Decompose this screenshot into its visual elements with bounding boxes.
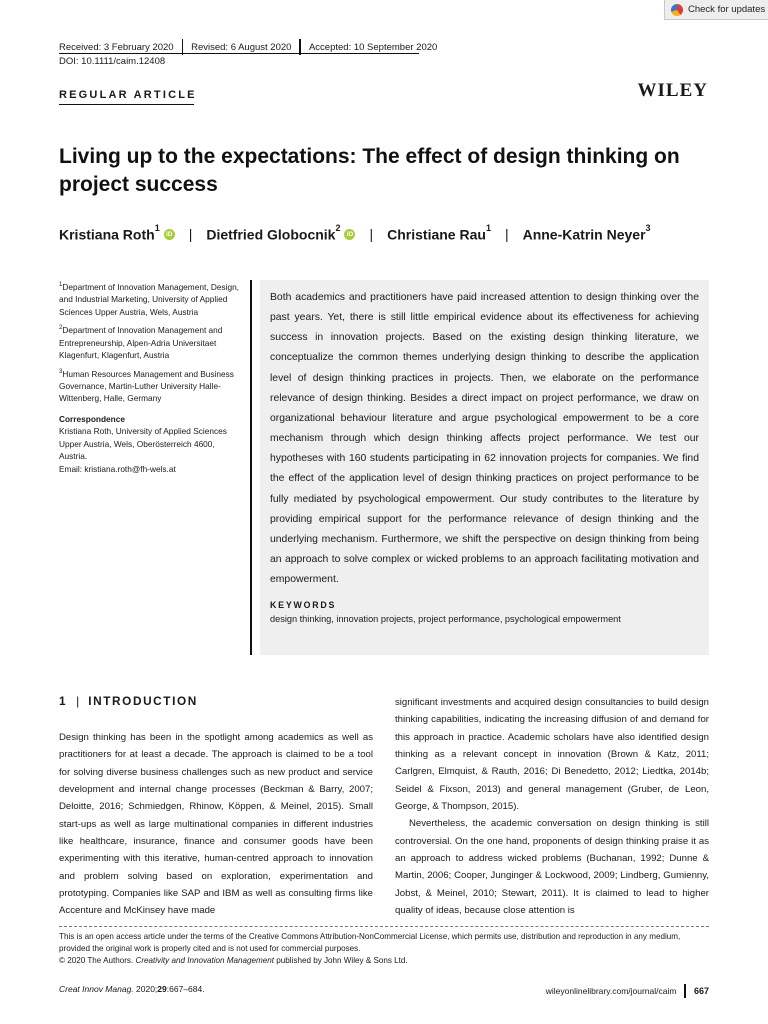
doi[interactable]: DOI: 10.1111/caim.12408 [59,56,166,67]
abstract-text: Both academics and practitioners have paid increased attention to design thinking over the past years. Yet, there is still little empirical evidence about its effectiveness for achieving success in innovation projects. Based on the existing design thinking literature, we conceptualize the common themes underlying design thinking to describe the application level of design thinking practices in projects. Then, we elaborate on the performance relevance of design thinking. Besides a direct impact on project performance, we draw on organizational behaviour literature and argue psychological empowerment to be a core mechanism through which design thinking affects project performance. We test our hypotheses with 160 students participating in 62 innovation projects for companies. We find the effect of the application level of design thinking practices on project performance to be fully mediated by psychological empowerment. Our study contributes to the literature by providing empirical support for the performance relevance of design thinking and the underlying mechanism. Furthermore, we shift the perspective on design thinking from being an approach to solve complex or wicked problems to an approach facilitating motivation and empowerment. [270,292,699,586]
footnote-divider [59,926,709,927]
body-paragraph: Design thinking has been in the spotlight among academics as well as practitioners for at least a decade. The approach is claimed to be a tool for solving diverse business challenges such as new product and service development and internal change processes (Beckman & Barry, 2007; Deloitte, 2016; Schmiedgen, Rhinow, Köppen, & Meinel, 2015). Small start-ups as well as large multinational companies in different industries like healthcare, insurance, finance and consumer goods have been experimenting with this iterative, human-centred approach to innovation and problem solving based on exploration, experimentation and prototyping. Companies like SAP and IBM as well as consulting firms like Accenture and McKinsey have made [59,732,373,917]
body-paragraph: Nevertheless, the academic conversation on design thinking is still controversial. On the one hand, proponents of design thinking praise it as an approach to address wicked problems (Buchanan, 1992; Dunne & Martin, 2006; Cooper, Junginger & Lockwood, 2009; Lindberg, Gumienny, Jobst, & Meinel, 2010; Stewart, 2011). It is claimed to lead to higher quality of ideas, because close attention is [395,818,709,917]
crossmark-icon [671,4,683,16]
author-list [59,223,651,243]
body-column-right [395,694,709,919]
correspondence-email[interactable]: Email: kristiana.roth@fh-wels.at [59,463,176,474]
accepted-date: Accepted: 10 September 2020 [308,41,438,53]
author-name[interactable]: Christiane Rau$^1$ [387,223,491,243]
received-date: Received: 3 February 2020 [59,41,174,53]
license-notice [59,931,709,968]
check-for-updates-label: Check for updates [688,4,766,15]
journal-footer [546,984,709,998]
author-separator: | [504,226,509,243]
citation-footer: Creat Innov Manag. 2020;29:667–684. [59,984,205,994]
license-text: This is an open access article under the terms of the Creative Commons Attribution-NonCommercial License, which permits use, distribution and reproduction in any medium, provided the original work is properly cited and is not used for commercial purposes. [59,932,681,954]
affiliation: $^1$Department of Innovation Management, Design, and Industrial Marketing, University of Applied Sciences Upper Austria, Wels, Austria [59,281,239,317]
publisher-logo: WILEY [637,80,708,101]
section-title: INTRODUCTION [88,694,198,708]
check-for-updates-button[interactable] [664,0,768,20]
correspondence-address: Kristiana Roth, University of Applied Sciences Upper Austria, Wels, Oberösterreich 4600, Austria. [59,426,227,462]
orcid-icon[interactable]: iD [344,229,355,240]
author-name[interactable]: Kristiana Roth$^1$ [59,223,160,243]
correspondence-heading: Correspondence [59,413,125,424]
body-paragraph: significant investments and acquired design consultancies to build design thinking capabilities, indicating the increasing diffusion of and demand for this approach in practice. Academic scholars have also identified design thinking as a relevant concept in innovation (Brown & Katz, 2011; Carlgren, Elmquist, & Rauth, 2016; Di Benedetto, 2012; Liedtka, 2014b; Seidel & Fixson, 2013) and general management (Gruber, de Leon, George, & Thompson, 2015). [395,697,709,813]
author-separator: | [188,226,193,243]
footer-divider [684,984,686,998]
abstract-rule [250,280,252,655]
article-title: Living up to the expectations: The effect of design thinking on project success [59,145,680,196]
article-type: REGULAR ARTICLE [59,89,197,101]
abstract-box [260,280,709,655]
author-name[interactable]: Anne-Katrin Neyer$^3$ [522,223,651,243]
page-number: 667 [693,986,709,996]
section-separator: | [76,694,80,708]
affiliation: $^2$Department of Innovation Management and Entrepreneurship, Alpen-Adria Universitaet Klagenfurt, Klagenfurt, Austria [59,325,223,361]
article-type-rule [59,104,194,105]
author-separator: | [369,226,374,243]
author-name[interactable]: Dietfried Globocnik$^2$ [206,223,341,243]
header-rule [59,53,419,54]
section-heading-introduction [59,694,198,708]
body-column-left [59,729,373,920]
keywords-list: design thinking, innovation projects, project performance, psychological empowerment [270,614,621,625]
affiliations [59,279,243,475]
keywords-heading: KEYWORDS [270,600,337,611]
copyright-line: © 2020 The Authors. Creativity and Innovation Management published by John Wiley & Sons Ltd. [59,956,408,966]
affiliation: $^3$Human Resources Management and Business Governance, Martin-Luther University Halle-Wittenberg, Halle, Germany [59,368,234,404]
orcid-icon[interactable]: iD [164,229,175,240]
journal-url[interactable]: wileyonlinelibrary.com/journal/caim [545,986,677,996]
revised-date: Revised: 6 August 2020 [191,41,292,53]
section-number: 1 [59,694,68,708]
